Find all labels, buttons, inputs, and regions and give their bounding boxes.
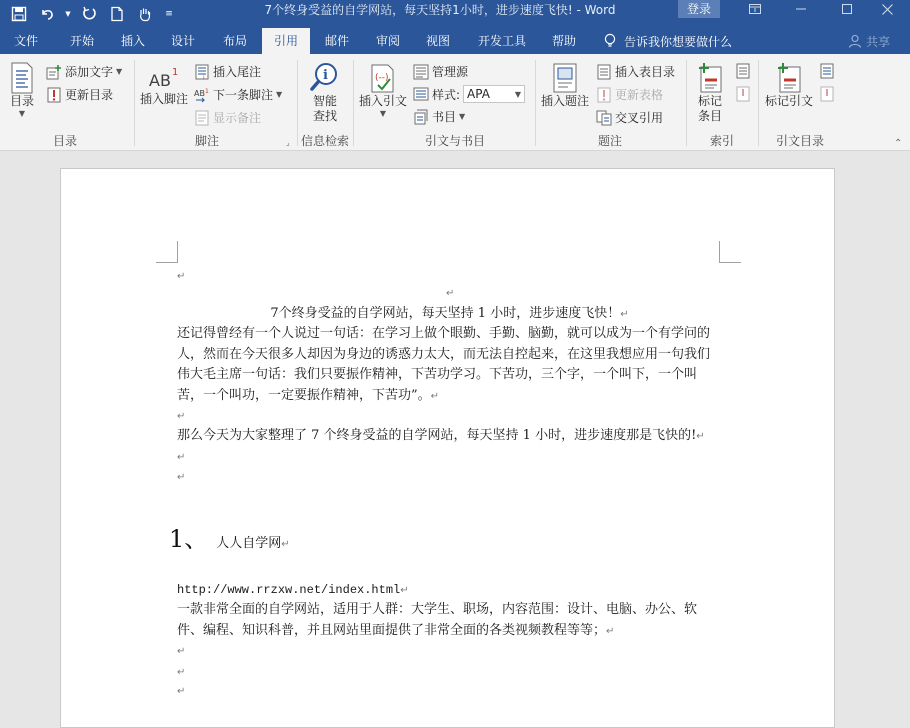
heading-number: 1、 bbox=[169, 525, 209, 553]
site-url: http://www.rrzxw.net/index.html bbox=[177, 583, 401, 597]
group-separator bbox=[535, 60, 536, 146]
close-icon bbox=[882, 4, 893, 15]
footnotes-group-label: 脚注 bbox=[194, 134, 219, 148]
paragraph-mark-icon: ↵ bbox=[400, 585, 409, 596]
update-table-label: 更新表格 bbox=[615, 88, 664, 102]
paragraph-mark-icon: ↵ bbox=[177, 411, 186, 422]
smart-lookup-label-1: 智能 bbox=[312, 94, 337, 108]
insert-citation-button[interactable] bbox=[356, 62, 410, 118]
mark-entry-label-2: 条目 bbox=[697, 109, 722, 123]
mark-entry-label-1: 标记 bbox=[697, 94, 722, 108]
chevron-down-icon: ▼ bbox=[276, 90, 283, 99]
show-notes-icon bbox=[194, 110, 210, 126]
heading-1[interactable] bbox=[169, 519, 290, 554]
cross-reference-button[interactable] bbox=[596, 109, 663, 126]
insert-table-of-figures-button[interactable] bbox=[596, 63, 675, 80]
update-index-icon bbox=[736, 86, 750, 102]
update-table-of-authorities-button[interactable] bbox=[820, 86, 834, 102]
heading-text: 人人自学网 bbox=[216, 536, 282, 551]
margin-crop-mark bbox=[156, 241, 178, 263]
empty-paragraph[interactable] bbox=[177, 641, 722, 663]
svg-text:1: 1 bbox=[172, 67, 179, 78]
table-of-authorities-icon bbox=[820, 63, 834, 79]
paragraph-mark-icon: ↵ bbox=[281, 539, 290, 550]
insert-table-of-figures-label: 插入表目录 bbox=[615, 65, 676, 79]
customize-qat-button[interactable] bbox=[162, 3, 176, 25]
tell-me-search[interactable] bbox=[604, 28, 732, 54]
customize-icon: ≡ bbox=[165, 9, 173, 19]
lightbulb-icon bbox=[604, 33, 616, 49]
citation-style-select[interactable] bbox=[463, 85, 525, 103]
body-paragraph-2[interactable] bbox=[177, 426, 722, 448]
toc-group-label: 目录 bbox=[52, 134, 77, 148]
update-table-icon bbox=[46, 87, 62, 103]
manage-sources-label: 管理源 bbox=[432, 65, 469, 79]
empty-paragraph[interactable] bbox=[446, 283, 476, 305]
ribbon bbox=[0, 54, 910, 151]
document-area[interactable] bbox=[0, 152, 910, 697]
paragraph-mark-icon: ↵ bbox=[606, 625, 615, 637]
undo-button[interactable] bbox=[36, 3, 58, 25]
ribbon-options-icon bbox=[749, 4, 761, 14]
share-label: 共享 bbox=[866, 34, 891, 49]
tab-view[interactable]: 视图 bbox=[425, 34, 450, 48]
group-separator bbox=[758, 60, 759, 146]
window-title: 7个终身受益的自学网站，每天坚持1小时，进步速度飞快! - Word bbox=[264, 3, 616, 17]
close-button[interactable] bbox=[864, 0, 910, 18]
bibliography-icon bbox=[413, 109, 429, 125]
svg-text:1: 1 bbox=[205, 87, 209, 95]
research-group-label: 信息检索 bbox=[300, 134, 349, 148]
update-toc-button[interactable] bbox=[46, 86, 113, 103]
chevron-down-icon: ▼ bbox=[116, 67, 123, 76]
update-index-button[interactable] bbox=[736, 86, 750, 102]
add-text-icon bbox=[46, 64, 62, 80]
manage-sources-icon bbox=[413, 64, 429, 80]
add-text-button[interactable] bbox=[46, 63, 122, 80]
insert-footnote-button[interactable] bbox=[140, 64, 188, 107]
document-page[interactable] bbox=[60, 168, 835, 728]
svg-text:i: i bbox=[203, 73, 205, 81]
next-footnote-icon bbox=[194, 87, 210, 103]
hand-icon bbox=[137, 6, 153, 22]
citation-style-label: 样式: bbox=[432, 87, 461, 102]
show-notes-label: 显示备注 bbox=[213, 111, 262, 125]
redo-button[interactable] bbox=[78, 3, 100, 25]
footnote-icon bbox=[148, 64, 180, 92]
undo-icon bbox=[39, 6, 55, 22]
tab-review[interactable]: 审阅 bbox=[375, 34, 400, 48]
empty-paragraph[interactable] bbox=[177, 406, 722, 428]
touch-mode-button[interactable] bbox=[134, 3, 156, 25]
chevron-down-icon: ▼ bbox=[514, 89, 522, 99]
login-button[interactable]: 登录 bbox=[678, 0, 720, 18]
svg-text:(--): (--) bbox=[375, 73, 389, 83]
toc-button[interactable] bbox=[6, 62, 38, 118]
tab-home[interactable]: 开始 bbox=[69, 34, 94, 48]
endnote-icon bbox=[194, 64, 210, 80]
paragraph-mark-icon: ↵ bbox=[177, 667, 186, 678]
mark-citation-label: 标记引文 bbox=[764, 94, 813, 108]
next-footnote-button[interactable] bbox=[194, 86, 282, 103]
paragraph-mark-icon: ↵ bbox=[177, 472, 186, 483]
new-document-button[interactable] bbox=[106, 3, 128, 25]
ribbon-tab-bar bbox=[0, 28, 910, 54]
next-footnote-label: 下一条脚注 bbox=[213, 88, 274, 102]
insert-caption-icon bbox=[551, 62, 579, 94]
group-separator bbox=[134, 60, 135, 146]
tab-file[interactable]: 文件 bbox=[13, 34, 38, 48]
bibliography-button[interactable] bbox=[413, 108, 465, 125]
index-group-label: 索引 bbox=[709, 134, 734, 148]
style-icon bbox=[413, 86, 429, 102]
group-separator bbox=[686, 60, 687, 146]
url-paragraph[interactable] bbox=[177, 580, 722, 602]
paragraph-mark-icon: ↵ bbox=[696, 431, 705, 442]
minimize-icon bbox=[796, 4, 806, 14]
chevron-down-icon: ▼ bbox=[379, 109, 387, 118]
body-paragraph-1[interactable] bbox=[177, 324, 722, 407]
show-notes-button[interactable] bbox=[194, 109, 261, 126]
minimize-button[interactable] bbox=[778, 0, 824, 18]
quick-access-toolbar bbox=[8, 0, 176, 28]
svg-text:AB: AB bbox=[149, 71, 171, 90]
body-paragraph-2-text: 那么今天为大家整理了 7 个终身受益的自学网站，每天坚持 1 小时，进步速度那是飞快的! bbox=[177, 428, 697, 443]
paragraph-mark-icon: ↵ bbox=[177, 686, 186, 697]
smart-lookup-button[interactable] bbox=[302, 62, 348, 124]
tell-me-label: 告诉我你想要做什么 bbox=[624, 34, 733, 49]
toc-label: 目录 bbox=[9, 94, 34, 108]
cross-reference-icon bbox=[596, 110, 612, 126]
citation-style-control bbox=[413, 85, 525, 103]
manage-sources-button[interactable] bbox=[413, 63, 468, 80]
collapse-ribbon-icon[interactable]: ⌃ bbox=[894, 138, 903, 149]
group-separator bbox=[353, 60, 354, 146]
empty-paragraph[interactable] bbox=[177, 467, 722, 489]
save-button[interactable] bbox=[8, 3, 30, 25]
paragraph-mark-icon: ↵ bbox=[177, 452, 186, 463]
tab-references[interactable]: 引用 bbox=[262, 28, 310, 54]
svg-text:i: i bbox=[323, 68, 328, 83]
tab-help[interactable]: 帮助 bbox=[551, 34, 576, 48]
cross-reference-label: 交叉引用 bbox=[615, 111, 664, 125]
paragraph-mark-icon: ↵ bbox=[177, 646, 186, 657]
body-paragraph-3[interactable] bbox=[177, 600, 722, 642]
tab-design[interactable]: 设计 bbox=[170, 34, 195, 48]
insert-index-button[interactable] bbox=[736, 63, 750, 79]
footnote-dialog-launcher-icon[interactable]: ⌟ bbox=[286, 138, 290, 147]
share-button[interactable] bbox=[848, 28, 890, 54]
tab-developer[interactable]: 开发工具 bbox=[477, 34, 526, 48]
toa-group-label: 引文目录 bbox=[775, 134, 824, 148]
tab-mailings[interactable]: 邮件 bbox=[324, 34, 349, 48]
person-icon bbox=[848, 34, 862, 48]
insert-table-of-authorities-button[interactable] bbox=[820, 63, 834, 79]
chevron-down-icon: ▼ bbox=[65, 10, 71, 18]
svg-text:AB: AB bbox=[194, 88, 205, 98]
save-icon bbox=[11, 6, 27, 22]
insert-endnote-label: 插入尾注 bbox=[213, 65, 262, 79]
table-of-contents-icon bbox=[9, 62, 35, 94]
paragraph-mark-icon: ↵ bbox=[430, 390, 440, 402]
insert-index-icon bbox=[736, 63, 750, 79]
table-of-figures-icon bbox=[596, 64, 612, 80]
empty-paragraph[interactable] bbox=[177, 681, 722, 703]
paragraph-mark-icon: ↵ bbox=[446, 288, 455, 299]
document-title[interactable] bbox=[177, 304, 722, 326]
margin-crop-mark bbox=[719, 241, 741, 263]
mark-entry-button[interactable] bbox=[690, 62, 730, 124]
title-bar bbox=[0, 0, 910, 28]
citations-group-label: 引文与书目 bbox=[424, 134, 485, 148]
insert-citation-label: 插入引文 bbox=[358, 94, 407, 108]
insert-citation-icon bbox=[368, 62, 398, 94]
mark-entry-icon bbox=[696, 62, 724, 94]
empty-paragraph[interactable] bbox=[177, 447, 722, 469]
document-title-text: 7个终身受益的自学网站，每天坚持 1 小时，进步速度飞快！ bbox=[270, 306, 621, 321]
bibliography-label: 书目 bbox=[432, 110, 457, 124]
tab-insert[interactable]: 插入 bbox=[120, 34, 145, 48]
body-paragraph-3-text: 一款非常全面的自学网站，适用于人群：大学生、职场，内容范围：设计、电脑、办公、软件、编程、知识科普，并且网站里面提供了非常全面的各类视频教程等等； bbox=[177, 602, 698, 638]
maximize-icon bbox=[842, 4, 852, 14]
chevron-down-icon: ▼ bbox=[18, 109, 26, 118]
ribbon-display-options-button[interactable] bbox=[732, 0, 778, 18]
redo-icon bbox=[81, 6, 97, 22]
insert-endnote-button[interactable] bbox=[194, 63, 261, 80]
update-toc-label: 更新目录 bbox=[65, 88, 114, 102]
undo-dropdown[interactable] bbox=[64, 3, 72, 25]
insert-caption-label: 插入题注 bbox=[540, 94, 589, 108]
mark-citation-icon bbox=[774, 62, 804, 94]
chevron-down-icon: ▼ bbox=[459, 112, 466, 121]
update-table-icon bbox=[596, 87, 612, 103]
update-table-button[interactable] bbox=[596, 86, 663, 103]
captions-group-label: 题注 bbox=[597, 134, 622, 148]
smart-lookup-label-2: 查找 bbox=[312, 109, 337, 123]
new-document-icon bbox=[109, 6, 125, 22]
insert-caption-button[interactable] bbox=[538, 62, 592, 109]
paragraph-mark-icon: ↵ bbox=[177, 271, 186, 282]
insert-footnote-label: 插入脚注 bbox=[140, 92, 189, 106]
update-authorities-icon bbox=[820, 86, 834, 102]
mark-citation-button[interactable] bbox=[762, 62, 816, 109]
tab-layout[interactable]: 布局 bbox=[222, 34, 247, 48]
paragraph-mark-icon: ↵ bbox=[620, 309, 629, 320]
body-paragraph-1-text: 还记得曾经有一个人说过一句话：在学习上做个眼勤、手勤、脑勤，就可以成为一个有学问的人，然而在今天很多人却因为身边的诱惑力太大，而无法自控起来，在这里我想应用一句我们伟大毛主席一句话：我们只要振作精神，下苦功学习。下苦功，三个字，一个叫下，一个叫苦，一个叫功，一定要振作精神，下苦功”。 bbox=[177, 326, 711, 403]
citation-style-value: APA bbox=[467, 87, 490, 101]
smart-lookup-icon bbox=[310, 62, 340, 94]
add-text-label: 添加文字 bbox=[65, 65, 114, 79]
